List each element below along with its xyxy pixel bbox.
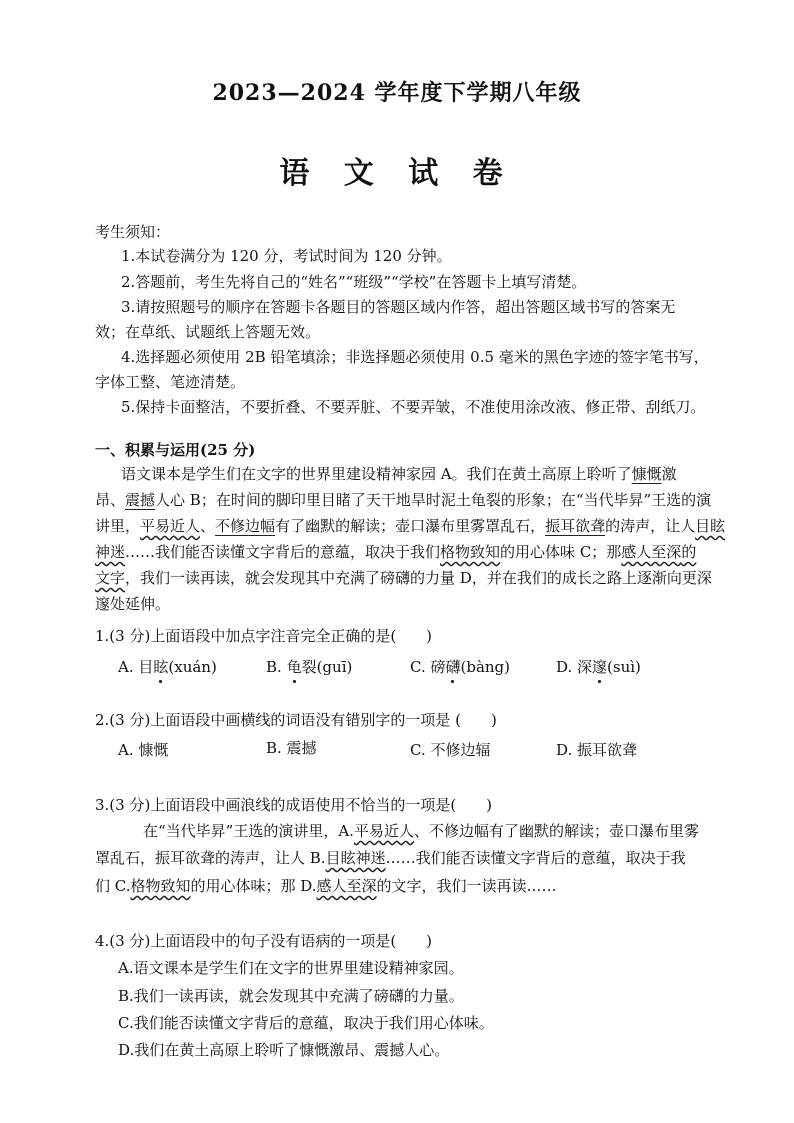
question-4-stem: 4.(3 分)上面语段中的句子没有语病的一项是( ): [95, 932, 433, 950]
option-text: (bàng): [460, 658, 511, 676]
wavy-underlined-idiom: 文字: [95, 569, 126, 587]
q4-option-c: C.我们能否读懂文字背后的意蕴，取决于我们用心体味。: [118, 1014, 494, 1032]
question-3-stem: 3.(3 分)上面语段中画浪线的成语使用不恰当的一项是( ): [95, 796, 493, 814]
q1-option-d: [556, 656, 641, 677]
underlined-word: 振耳欲聋: [545, 517, 606, 535]
q3-text: 、不修边幅有了幽默的解读；壶口瀑布里雾: [413, 822, 699, 840]
question-2-stem: 2.(3 分)上面语段中画横线的词语没有错别字的一项是 ( ): [95, 711, 497, 729]
notice-line: 效；在草纸、试题纸上答题无效。: [95, 323, 321, 341]
underlined-word: 震撼: [125, 491, 156, 509]
q2-option-a: A. 慷慨: [118, 741, 169, 759]
q2-option-b: B. 震撼: [266, 739, 317, 757]
wavy-underlined-idiom: 格物致知: [440, 543, 501, 561]
passage-text: 昂、: [95, 491, 126, 509]
exam-header-title: 2023—2024 学年度下学期八年级: [212, 80, 582, 106]
underlined-word: 慷慨: [631, 465, 662, 483]
wavy-underlined-idiom: 目眩神迷: [325, 849, 386, 867]
q3-text: 的文字，我们一读再读……: [376, 877, 557, 895]
q1-option-c: [410, 656, 510, 677]
option-text: C. 磅: [410, 658, 446, 676]
dotted-char: 眩: [153, 658, 169, 676]
q1-option-a: [118, 656, 217, 677]
wavy-underlined-idiom: 感人至深: [316, 877, 377, 895]
passage-line-3: [95, 516, 725, 536]
wavy-underlined-idiom: 平易近人: [140, 517, 201, 535]
dotted-char: 礴: [445, 658, 461, 676]
q3-text: 们 C.: [95, 877, 131, 895]
passage-text: 有了幽默的解读；壶口瀑布里雾罩乱石，: [275, 517, 546, 535]
wavy-underlined-idiom: 的: [681, 543, 697, 561]
passage-line-2: [95, 490, 711, 510]
wavy-underlined-idiom: 感人至深: [621, 543, 682, 561]
notice-line: 2.答题前，考生先将自己的“姓名”“班级”“学校”在答题卡上填写清楚。: [121, 273, 587, 291]
notice-line: 字体工整、笔迹清楚。: [95, 373, 246, 391]
passage-text: 人心 B；在时间的脚印里目睹了天干地旱时泥土龟裂的形象；在“当代毕昇”王选的演: [155, 491, 712, 509]
q4-option-b: B.我们一读再读，就会发现其中充满了磅礴的力量。: [118, 987, 464, 1005]
underlined-word: 不修边幅: [215, 517, 276, 535]
notice-line: 1.本试卷满分为 120 分，考试时间为 120 分钟。: [121, 247, 452, 265]
notice-line: 3.请按照题号的顺序在答题卡各题目的答题区域内作答，超出答题区域书写的答案无: [121, 298, 676, 316]
q4-option-d: D.我们在黄土高原上聆听了慷慨激昂、震撼人心。: [118, 1041, 450, 1059]
q3-text: ……我们能否读懂文字背后的意蕴，取决于我: [385, 849, 686, 867]
q3-text-line-2: [95, 848, 686, 868]
q2-option-c: C. 不修边辐: [410, 741, 491, 759]
passage-line-5: [95, 568, 712, 588]
option-text: B.: [266, 658, 287, 676]
passage-text: ……我们能否读懂文字背后的意蕴，取决于我们: [125, 543, 441, 561]
wavy-underlined-idiom: 格物致知: [130, 877, 191, 895]
option-text: (xuán): [168, 658, 217, 676]
q3-text: 在“当代毕昇”王选的演讲里，A.: [143, 822, 354, 840]
passage-line-1: [121, 464, 677, 484]
passage-line-6: 邃处延伸。: [95, 595, 171, 613]
option-text: (suì): [607, 658, 641, 676]
passage-text: 激: [661, 465, 677, 483]
wavy-underlined-idiom: 平易近人: [353, 822, 414, 840]
passage-text: ，我们一读再读，就会发现其中充满了磅礴的力量 D，并在我们的成长之路上逐渐向更深: [125, 569, 712, 587]
q3-text: 的用心体味；那 D.: [190, 877, 317, 895]
dotted-char: 龟: [286, 658, 302, 676]
passage-text: 语文课本是学生们在文字的世界里建设精神家园 A。我们在黄土高原上聆听了: [121, 465, 632, 483]
wavy-underlined-idiom: 神迷: [95, 543, 126, 561]
passage-text: 讲里，: [95, 517, 141, 535]
option-text: D. 深: [556, 658, 593, 676]
option-text: A. 目: [118, 658, 154, 676]
exam-subject-title: 语 文 试 卷: [279, 156, 515, 191]
q2-option-d: D. 振耳欲聋: [556, 741, 638, 759]
q4-option-a: A.语文课本是学生们在文字的世界里建设精神家园。: [118, 959, 464, 977]
q3-text-line-3: [95, 876, 557, 896]
notice-line: 4.选择题必须使用 2B 铅笔填涂；非选择题必须使用 0.5 毫米的黑色字迹的签字笔书写，: [121, 348, 709, 366]
notice-line: 5.保持卡面整洁，不要折叠、不要弄脏、不要弄皱，不准使用涂改液、修正带、刮纸刀。: [121, 398, 706, 416]
section-heading: 一、积累与运用(25 分): [95, 441, 256, 459]
wavy-underlined-idiom: 目眩: [695, 517, 726, 535]
option-text: 裂(guī): [301, 658, 353, 676]
passage-line-4: [95, 542, 696, 562]
q3-text-line-1: [143, 821, 699, 841]
notice-heading: 考生须知：: [95, 223, 171, 241]
passage-text: 、: [200, 517, 216, 535]
q3-text: 罩乱石，振耳欲聋的涛声，让人 B.: [95, 849, 326, 867]
q1-option-b: [266, 656, 352, 677]
passage-text: 的涛声，让人: [605, 517, 696, 535]
passage-text: 的用心体味 C；那: [500, 543, 622, 561]
question-1-stem: 1.(3 分)上面语段中加点字注音完全正确的是( ): [95, 627, 433, 645]
dotted-char: 邃: [592, 658, 608, 676]
